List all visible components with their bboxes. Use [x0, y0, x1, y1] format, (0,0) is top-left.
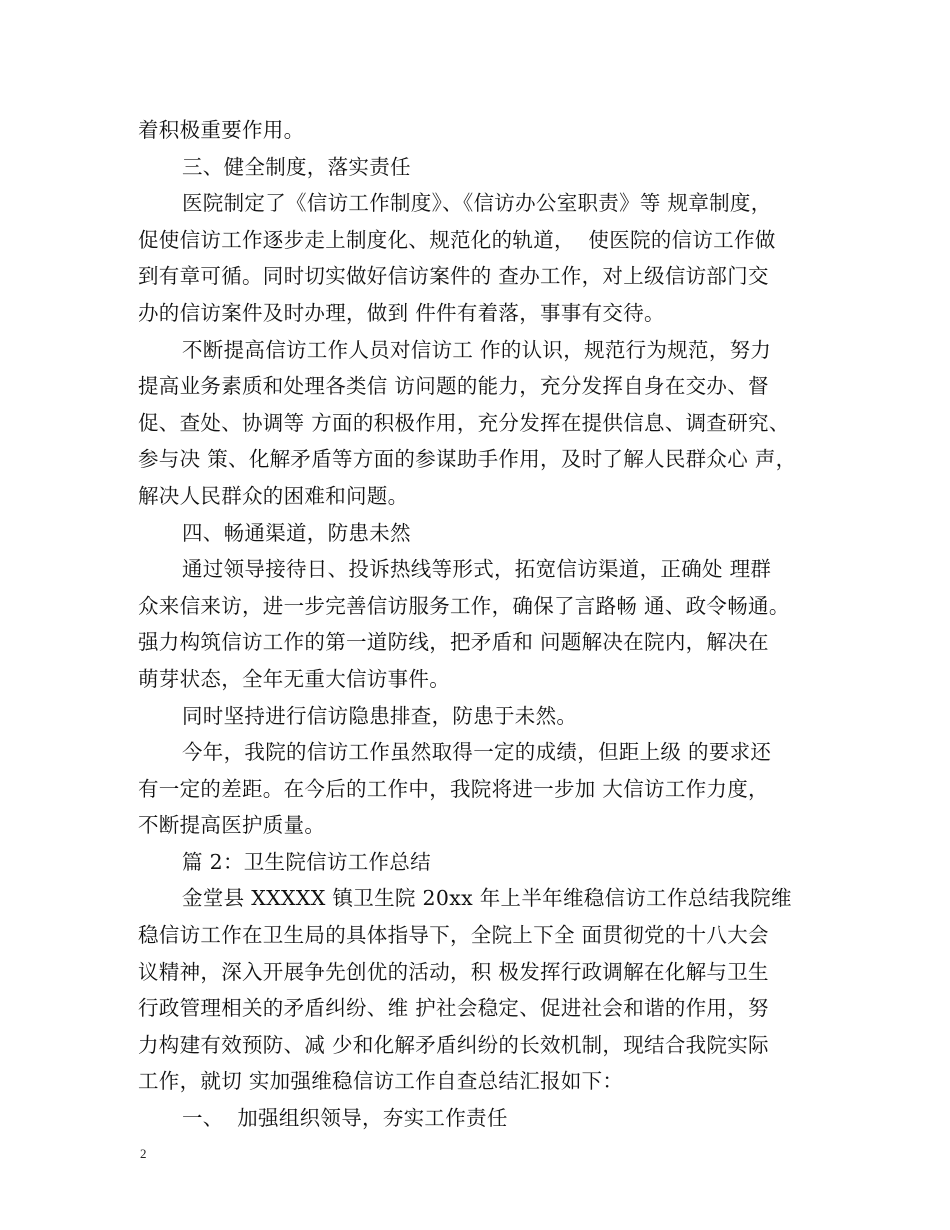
text-line: 强力构筑信访工作的第一道防线，把矛盾和 问题解决在院内，解决在: [138, 630, 769, 655]
text-line: 促、查处、协调等 方面的积极作用，充分发挥在提供信息、调查研究、: [138, 410, 790, 435]
text-line: 解决人民群众的困难和问题。: [138, 483, 409, 508]
text-line: 力构建有效预防、减 少和化解矛盾纠纷的长效机制，现结合我院实际: [138, 1032, 769, 1057]
chapter-heading: 篇 2：卫生院信访工作总结: [182, 849, 431, 874]
text-line: 同时坚持进行信访隐患排查，防患于未然。: [182, 703, 578, 728]
text-line: 稳信访工作在卫生局的具体指导下，全院上下全 面贯彻党的十八大会: [138, 923, 769, 948]
text-line: 促使信访工作逐步走上制度化、规范化的轨道， 使医院的信访工作做: [138, 227, 776, 252]
text-line: 萌芽状态，全年无重大信访事件。: [138, 666, 450, 691]
document-body: [138, 112, 828, 1137]
text-line: 有一定的差距。在今后的工作中，我院将进一步加 大信访工作力度，: [138, 776, 769, 801]
section-heading: 四、畅通渠道，防患未然: [182, 520, 411, 545]
text-line: 参与决 策、化解矛盾等方面的参谋助手作用，及时了解人民群众心 声，: [138, 447, 797, 472]
text-line: 今年，我院的信访工作虽然取得一定的成绩，但距上级 的要求还: [182, 740, 772, 765]
text-line: 金堂县 XXXXX 镇卫生院 20xx 年上半年维稳信访工作总结我院维: [182, 886, 792, 911]
text-line: 医院制定了《信访工作制度》、《信访办公室职责》等 规章制度，: [182, 191, 772, 216]
text-line: 不断提高医护质量。: [138, 813, 326, 838]
text-line: 到有章可循。同时切实做好信访案件的 查办工作，对上级信访部门交: [138, 264, 769, 289]
text-line: 行政管理相关的矛盾纠纷、维 护社会稳定、促进社会和谐的作用，努: [138, 996, 769, 1021]
page-number: 2: [140, 1146, 147, 1161]
text-line: 着积极重要作用。: [138, 118, 305, 142]
section-heading: 三、健全制度，落实责任: [182, 154, 411, 179]
text-line: 办的信访案件及时办理，做到 件件有着落，事事有交待。: [138, 300, 665, 325]
text-line: 议精神，深入开展争先创优的活动，积 极发挥行政调解在化解与卫生: [138, 959, 769, 984]
text-line: 提高业务素质和处理各类信 访问题的能力，充分发挥自身在交办、督: [138, 374, 769, 399]
text-line: 工作，就切 实加强维稳信访工作自查总结汇报如下：: [138, 1069, 624, 1094]
section-heading: 一、 加强组织领导，夯实工作责任: [182, 1106, 508, 1131]
text-line: 不断提高信访工作人员对信访工 作的认识，规范行为规范，努力: [182, 337, 772, 362]
text-line: 通过领导接待日、投诉热线等形式，拓宽信访渠道，正确处 理群: [182, 557, 772, 582]
text-line: 众来信来访，进一步完善信访服务工作，确保了言路畅 通、政令畅通。: [138, 593, 790, 618]
